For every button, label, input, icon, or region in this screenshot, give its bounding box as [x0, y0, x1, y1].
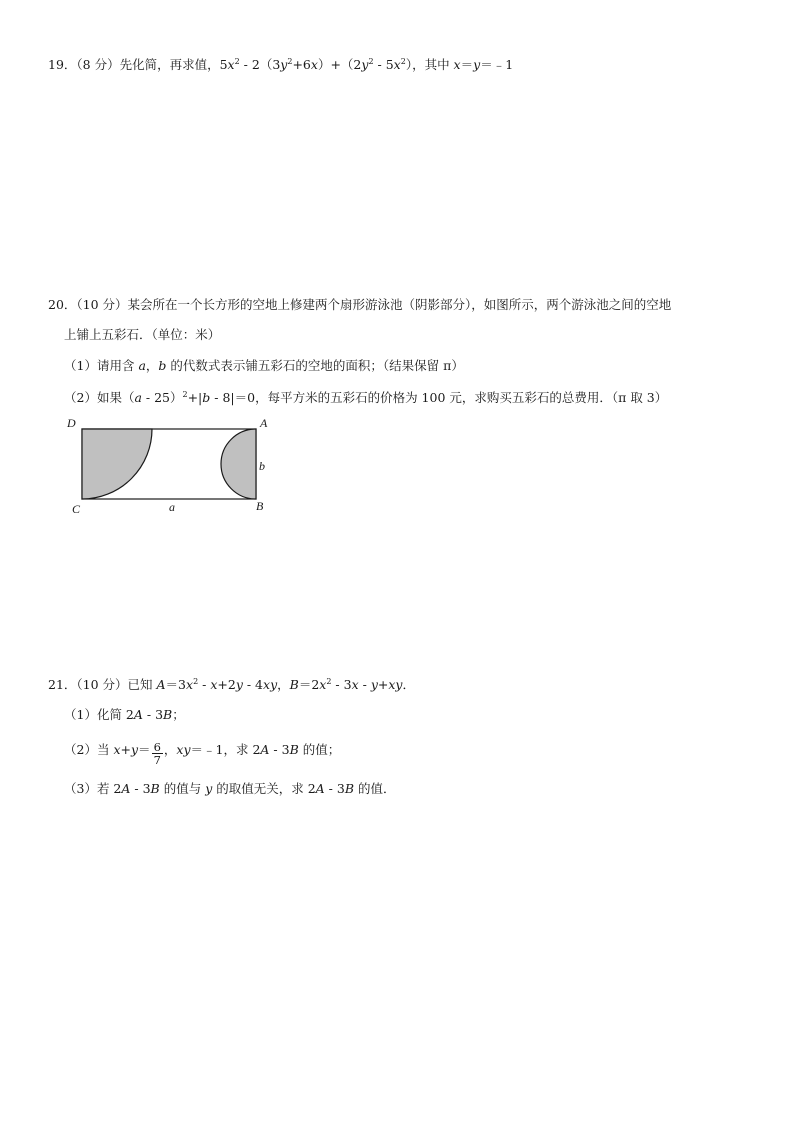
- question-21: 21．（10 分）已知 $A=3x^2 - x+2y - 4xy$，$B=2x^2 - 3x - y+xy$．: [48, 677, 415, 692]
- question-21-part2: （2）当 x+y＝ $\frac{6}{7}$ ，xy＝﹣1，求 2A - 3B 的值；: [64, 740, 341, 767]
- label-C: C: [72, 502, 81, 516]
- rectangle-pools-figure: [64, 413, 274, 517]
- question-21-part1: （1）化简 2A - 3B；: [64, 707, 185, 722]
- question-19: 19．（8 分）先化简，再求值，$5x^2 - 2(3y^2+6x)+(2y^2 - 5x^2)$，其中 x＝y＝﹣1: [48, 57, 514, 72]
- question-20-line1: 20．（10 分）某会所在一个长方形的空地上修建两个扇形游泳池（阴影部分），如图所示，两个游泳池之间的空地: [48, 297, 672, 312]
- semicircle-pool: [221, 429, 256, 499]
- fraction-six-sevenths: $\frac{6}{7}$: [153, 740, 161, 767]
- label-B: B: [256, 499, 264, 513]
- question-20-part1: （1）请用含 a，b 的代数式表示铺五彩石的空地的面积；（结果保留 π）: [64, 358, 464, 373]
- quarter-circle-pool: [82, 429, 152, 499]
- label-b: b: [259, 459, 265, 473]
- label-A: A: [260, 416, 268, 430]
- question-21-part3: （3）若 2A - 3B 的值与 y 的取值无关，求 2A - 3B 的值．: [64, 781, 396, 796]
- question-20-part2: （2）如果（a - 25）$^2$+|b - 8|＝0，每平方米的五彩石的价格为 100 元，求购买五彩石的总费用．（π 取 3）: [64, 390, 668, 405]
- question-20-line2: 上铺上五彩石．（单位：米）: [64, 327, 221, 342]
- label-a: a: [169, 500, 175, 514]
- label-D: D: [67, 416, 76, 430]
